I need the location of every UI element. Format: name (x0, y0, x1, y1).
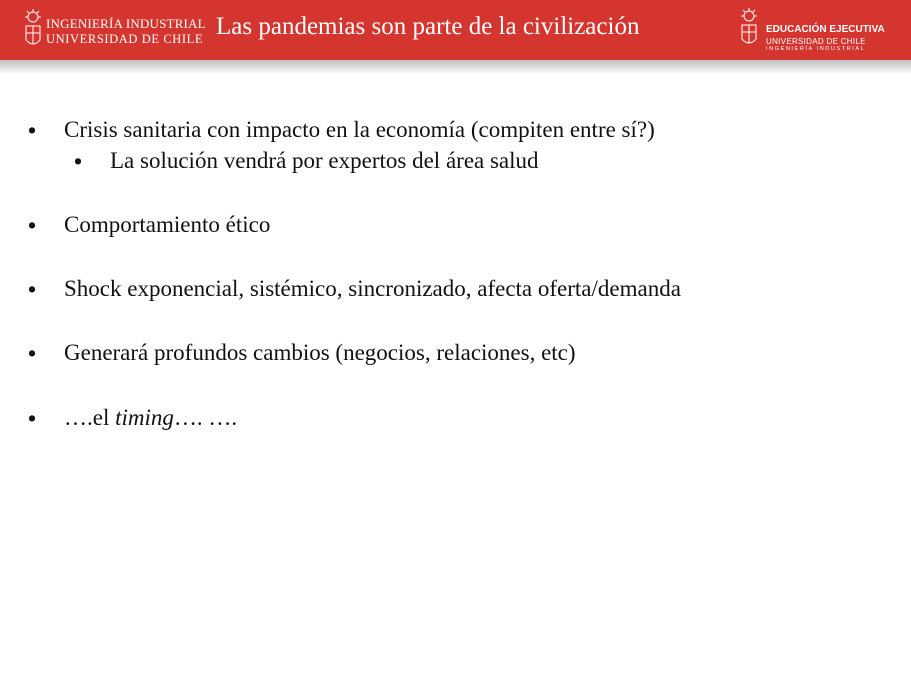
bullet-icon: • (28, 276, 37, 302)
bullet-icon: • (28, 405, 37, 431)
ingenieria-industrial-logo (22, 8, 206, 52)
bullet-text: Generará profundos cambios (negocios, relaciones, etc) (64, 340, 576, 365)
bullet-text: Shock exponencial, sistémico, sincronizado, afecta oferta/demanda (64, 276, 681, 301)
logo-right-line3: INGENIERÍA INDUSTRIAL (766, 46, 866, 52)
educacion-ejecutiva-logo (738, 7, 908, 53)
header-shadow-divider (0, 60, 911, 74)
bullet-text: Crisis sanitaria con impacto en la economía (compiten entre sí?) (64, 117, 655, 142)
bullet-icon: • (28, 212, 37, 238)
bullet-text-prefix: ….el (64, 405, 116, 430)
bullet-text-suffix: …. …. (173, 405, 238, 430)
university-seal-icon (738, 7, 760, 51)
bullet-icon: • (74, 148, 83, 174)
bullet-icon: • (28, 340, 37, 366)
logo-right-line2: UNIVERSIDAD DE CHILE (766, 37, 866, 46)
university-seal-icon (22, 8, 44, 52)
logo-right-line1: EDUCACIÓN EJECUTIVA (766, 24, 885, 35)
bullet-text-italic: timing (115, 405, 174, 430)
slide-title: Las pandemias son parte de la civilización (216, 13, 640, 40)
logo-left-line2: UNIVERSIDAD DE CHILE (46, 32, 204, 46)
logo-left-line1: INGENIERÍA INDUSTRIAL (46, 16, 206, 31)
sub-bullet-text: La solución vendrá por expertos del área salud (110, 148, 539, 173)
bullet-text: Comportamiento ético (64, 212, 271, 237)
slide-header (0, 0, 911, 60)
bullet-icon: • (28, 117, 37, 143)
bullet-text (64, 405, 237, 431)
